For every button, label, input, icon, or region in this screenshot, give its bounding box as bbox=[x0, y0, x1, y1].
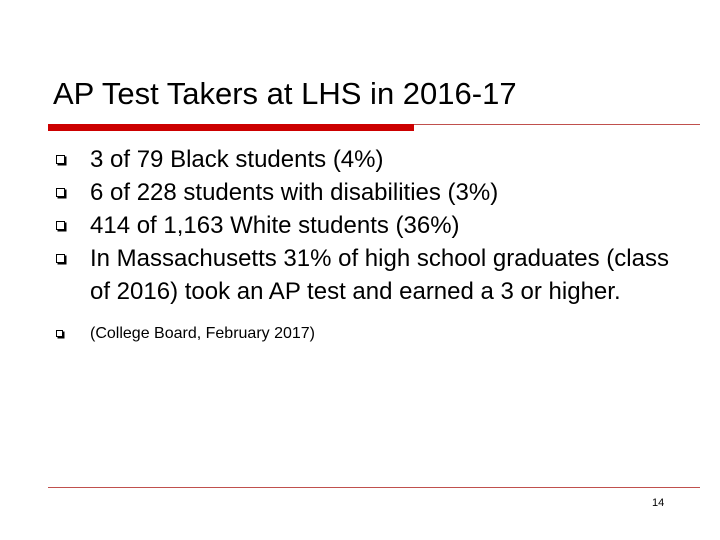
slide-title: AP Test Takers at LHS in 2016-17 bbox=[53, 76, 517, 111]
bullet-text: In Massachusetts 31% of high school graduates (class of 2016) took an AP test and earned a 3 or higher. bbox=[90, 245, 669, 305]
square-bullet-icon bbox=[56, 188, 65, 197]
square-bullet-icon bbox=[56, 330, 63, 337]
bullet-item bbox=[56, 242, 676, 308]
bullet-list bbox=[56, 143, 676, 345]
citation-item bbox=[56, 323, 676, 345]
bullet-text: 6 of 228 students with disabilities (3%) bbox=[90, 179, 499, 206]
bullet-item bbox=[56, 143, 676, 176]
square-bullet-icon bbox=[56, 221, 65, 230]
footer-rule bbox=[48, 487, 700, 488]
bullet-text: 414 of 1,163 White students (36%) bbox=[90, 212, 460, 239]
square-bullet-icon bbox=[56, 155, 65, 164]
page-number: 14 bbox=[652, 497, 665, 509]
title-underline-accent bbox=[48, 124, 414, 131]
bullet-item bbox=[56, 176, 676, 209]
square-bullet-icon bbox=[56, 254, 65, 263]
bullet-text: 3 of 79 Black students (4%) bbox=[90, 146, 384, 173]
bullet-item bbox=[56, 209, 676, 242]
citation-text: (College Board, February 2017) bbox=[90, 325, 316, 342]
